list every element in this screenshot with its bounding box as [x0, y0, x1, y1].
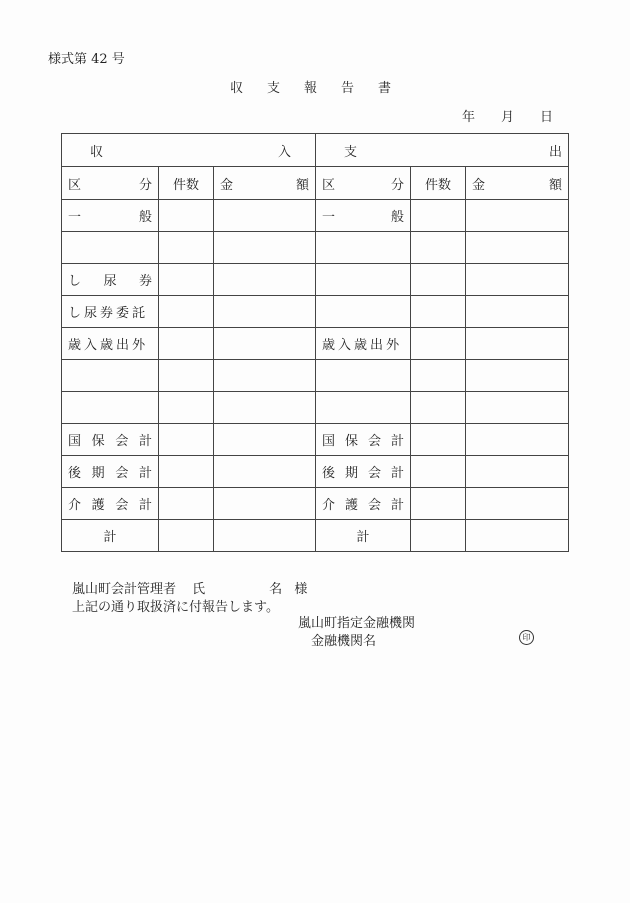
document-title: 収支報告書 — [230, 81, 416, 96]
expense-amount-cell[interactable] — [466, 200, 569, 232]
table-row — [62, 296, 569, 328]
table-row — [62, 424, 569, 456]
col-label: 件数 — [172, 177, 199, 193]
section-header-row — [62, 134, 569, 167]
table-row — [62, 520, 569, 552]
expense-count-cell[interactable] — [411, 328, 466, 360]
category-char: 尿 — [103, 274, 117, 289]
income-count-cell[interactable] — [159, 360, 214, 392]
category-char: 護 — [344, 498, 358, 513]
income-count-cell[interactable] — [159, 232, 214, 264]
category-char: 会 — [367, 466, 381, 481]
category-char: 後 — [68, 466, 82, 481]
category-char: 国 — [68, 434, 82, 449]
addressee-line — [72, 578, 307, 597]
category-char: 一 — [322, 210, 336, 225]
col-label: 額 — [295, 177, 309, 193]
col-label: 額 — [548, 177, 562, 193]
income-header — [62, 134, 316, 167]
expense-category-cell — [316, 520, 411, 552]
category-char: 会 — [115, 466, 129, 481]
category-char: 介 — [68, 498, 82, 513]
addressee-mei: 名 — [269, 582, 283, 597]
col-label: 区 — [68, 177, 82, 193]
income-category-cell — [62, 200, 159, 232]
income-header-left: 収 — [90, 144, 104, 160]
category-char: 外 — [132, 338, 146, 353]
category-char: 託 — [132, 306, 146, 321]
category-char: 会 — [115, 434, 129, 449]
expense-amount-cell[interactable] — [466, 328, 569, 360]
expense-category-cell — [316, 328, 411, 360]
income-count-cell[interactable] — [159, 328, 214, 360]
expense-amount-cell[interactable] — [466, 392, 569, 424]
category-char: 歳 — [322, 338, 336, 353]
income-count-cell[interactable] — [159, 392, 214, 424]
table-row — [62, 488, 569, 520]
category-char: 保 — [91, 434, 105, 449]
addressee: 嵐山町会計管理者 — [72, 582, 177, 597]
income-count-cell[interactable] — [159, 488, 214, 520]
expense-amount-cell[interactable] — [466, 520, 569, 552]
expense-category-cell — [316, 264, 411, 296]
income-category-cell — [62, 360, 159, 392]
income-category-cell — [62, 488, 159, 520]
income-header-right: 入 — [277, 144, 291, 160]
table-row — [62, 200, 569, 232]
category-char: 会 — [115, 498, 129, 513]
income-amount-cell[interactable] — [214, 392, 316, 424]
expense-category-cell — [316, 296, 411, 328]
category-char: 委 — [116, 306, 130, 321]
income-amount-cell[interactable] — [214, 520, 316, 552]
statement: 上記の通り取扱済に付報告します。 — [72, 600, 279, 615]
expense-amount-cell[interactable] — [466, 424, 569, 456]
expense-count-cell[interactable] — [411, 232, 466, 264]
income-category-cell — [62, 264, 159, 296]
income-amount-cell[interactable] — [214, 360, 316, 392]
category-char: 会 — [367, 434, 381, 449]
expense-count-cell[interactable] — [411, 488, 466, 520]
income-category-cell — [62, 232, 159, 264]
expense-amount-cell[interactable] — [466, 488, 569, 520]
expense-count-cell[interactable] — [411, 296, 466, 328]
income-count-cell[interactable] — [159, 520, 214, 552]
col-label: 金 — [472, 177, 486, 193]
expense-header — [316, 134, 569, 167]
income-count-cell[interactable] — [159, 424, 214, 456]
expense-amount-cell[interactable] — [466, 264, 569, 296]
date-line — [462, 106, 553, 125]
income-amount-cell[interactable] — [214, 456, 316, 488]
bank-name-label: 金融機関名 — [311, 634, 377, 649]
category-char: 般 — [138, 210, 152, 225]
date-month: 月 — [501, 110, 515, 125]
category-char: 歳 — [354, 338, 368, 353]
category-char: 入 — [338, 338, 352, 353]
category-char: 計 — [138, 466, 152, 481]
expense-header-left: 支 — [344, 144, 358, 160]
category-char: 期 — [91, 466, 105, 481]
income-category-header — [62, 167, 159, 200]
category-char: 期 — [344, 466, 358, 481]
expense-category-cell — [316, 392, 411, 424]
category-char: 歳 — [68, 338, 82, 353]
category-char: 国 — [322, 434, 336, 449]
table-row — [62, 456, 569, 488]
table-row — [62, 264, 569, 296]
income-category-cell — [62, 520, 159, 552]
income-count-cell[interactable] — [159, 200, 214, 232]
income-amount-cell[interactable] — [214, 424, 316, 456]
category-char: 保 — [344, 434, 358, 449]
category-char: 計 — [390, 434, 404, 449]
expense-amount-cell[interactable] — [466, 456, 569, 488]
income-category-cell — [62, 392, 159, 424]
category-char: 入 — [84, 338, 98, 353]
table-row — [62, 328, 569, 360]
expense-category-cell — [316, 488, 411, 520]
income-category-cell — [62, 296, 159, 328]
income-amount-cell[interactable] — [214, 296, 316, 328]
category-char: 介 — [322, 498, 336, 513]
date-year: 年 — [462, 110, 476, 125]
category-char: 出 — [116, 338, 130, 353]
col-label: 金 — [220, 177, 234, 193]
bank-designation: 嵐山町指定金融機関 — [298, 616, 416, 631]
expense-count-cell[interactable] — [411, 360, 466, 392]
expense-category-cell — [316, 360, 411, 392]
addressee-sama: 様 — [294, 582, 308, 597]
category-char: 尿 — [84, 306, 98, 321]
category-char: 般 — [390, 210, 404, 225]
category-char: 計 — [390, 498, 404, 513]
seal-mark: 印 — [519, 630, 534, 645]
category-char: 券 — [138, 274, 152, 289]
expense-category-cell — [316, 456, 411, 488]
expense-category-label: 計 — [356, 530, 370, 545]
form-number: 様式第 42 号 — [48, 52, 125, 67]
category-char: し — [68, 274, 82, 289]
income-count-header — [159, 167, 214, 200]
income-category-label: 計 — [103, 530, 117, 545]
income-amount-cell[interactable] — [214, 264, 316, 296]
expense-count-header — [411, 167, 466, 200]
expense-category-header — [316, 167, 411, 200]
category-char: 歳 — [100, 338, 114, 353]
category-char: 後 — [322, 466, 336, 481]
column-header-row — [62, 167, 569, 200]
income-count-cell[interactable] — [159, 296, 214, 328]
income-amount-cell[interactable] — [214, 488, 316, 520]
expense-count-cell[interactable] — [411, 264, 466, 296]
col-label: 件数 — [424, 177, 451, 193]
category-char: 計 — [138, 498, 152, 513]
expense-amount-cell[interactable] — [466, 232, 569, 264]
category-char: 会 — [367, 498, 381, 513]
col-label: 分 — [390, 177, 404, 193]
category-char: 計 — [390, 466, 404, 481]
expense-count-cell[interactable] — [411, 424, 466, 456]
category-char: 券 — [100, 306, 114, 321]
income-expense-table — [61, 133, 569, 552]
expense-count-cell[interactable] — [411, 200, 466, 232]
category-char: 計 — [138, 434, 152, 449]
category-char: 護 — [91, 498, 105, 513]
income-category-cell — [62, 328, 159, 360]
income-amount-cell[interactable] — [214, 328, 316, 360]
expense-header-right: 出 — [548, 144, 562, 160]
income-amount-cell[interactable] — [214, 232, 316, 264]
category-char: し — [68, 306, 82, 321]
table-row — [62, 392, 569, 424]
expense-count-cell[interactable] — [411, 456, 466, 488]
expense-amount-header — [466, 167, 569, 200]
income-count-cell[interactable] — [159, 264, 214, 296]
expense-amount-cell[interactable] — [466, 296, 569, 328]
table-row — [62, 232, 569, 264]
col-label: 区 — [322, 177, 336, 193]
date-day: 日 — [540, 110, 554, 125]
addressee-shi: 氏 — [192, 582, 206, 597]
expense-count-cell[interactable] — [411, 392, 466, 424]
expense-count-cell[interactable] — [411, 520, 466, 552]
table-row — [62, 360, 569, 392]
expense-category-cell — [316, 424, 411, 456]
income-amount-cell[interactable] — [214, 200, 316, 232]
expense-amount-cell[interactable] — [466, 360, 569, 392]
category-char: 出 — [370, 338, 384, 353]
income-count-cell[interactable] — [159, 456, 214, 488]
income-amount-header — [214, 167, 316, 200]
income-category-cell — [62, 456, 159, 488]
col-label: 分 — [138, 177, 152, 193]
category-char: 一 — [68, 210, 82, 225]
income-category-cell — [62, 424, 159, 456]
category-char: 外 — [386, 338, 400, 353]
expense-category-cell — [316, 200, 411, 232]
expense-category-cell — [316, 232, 411, 264]
